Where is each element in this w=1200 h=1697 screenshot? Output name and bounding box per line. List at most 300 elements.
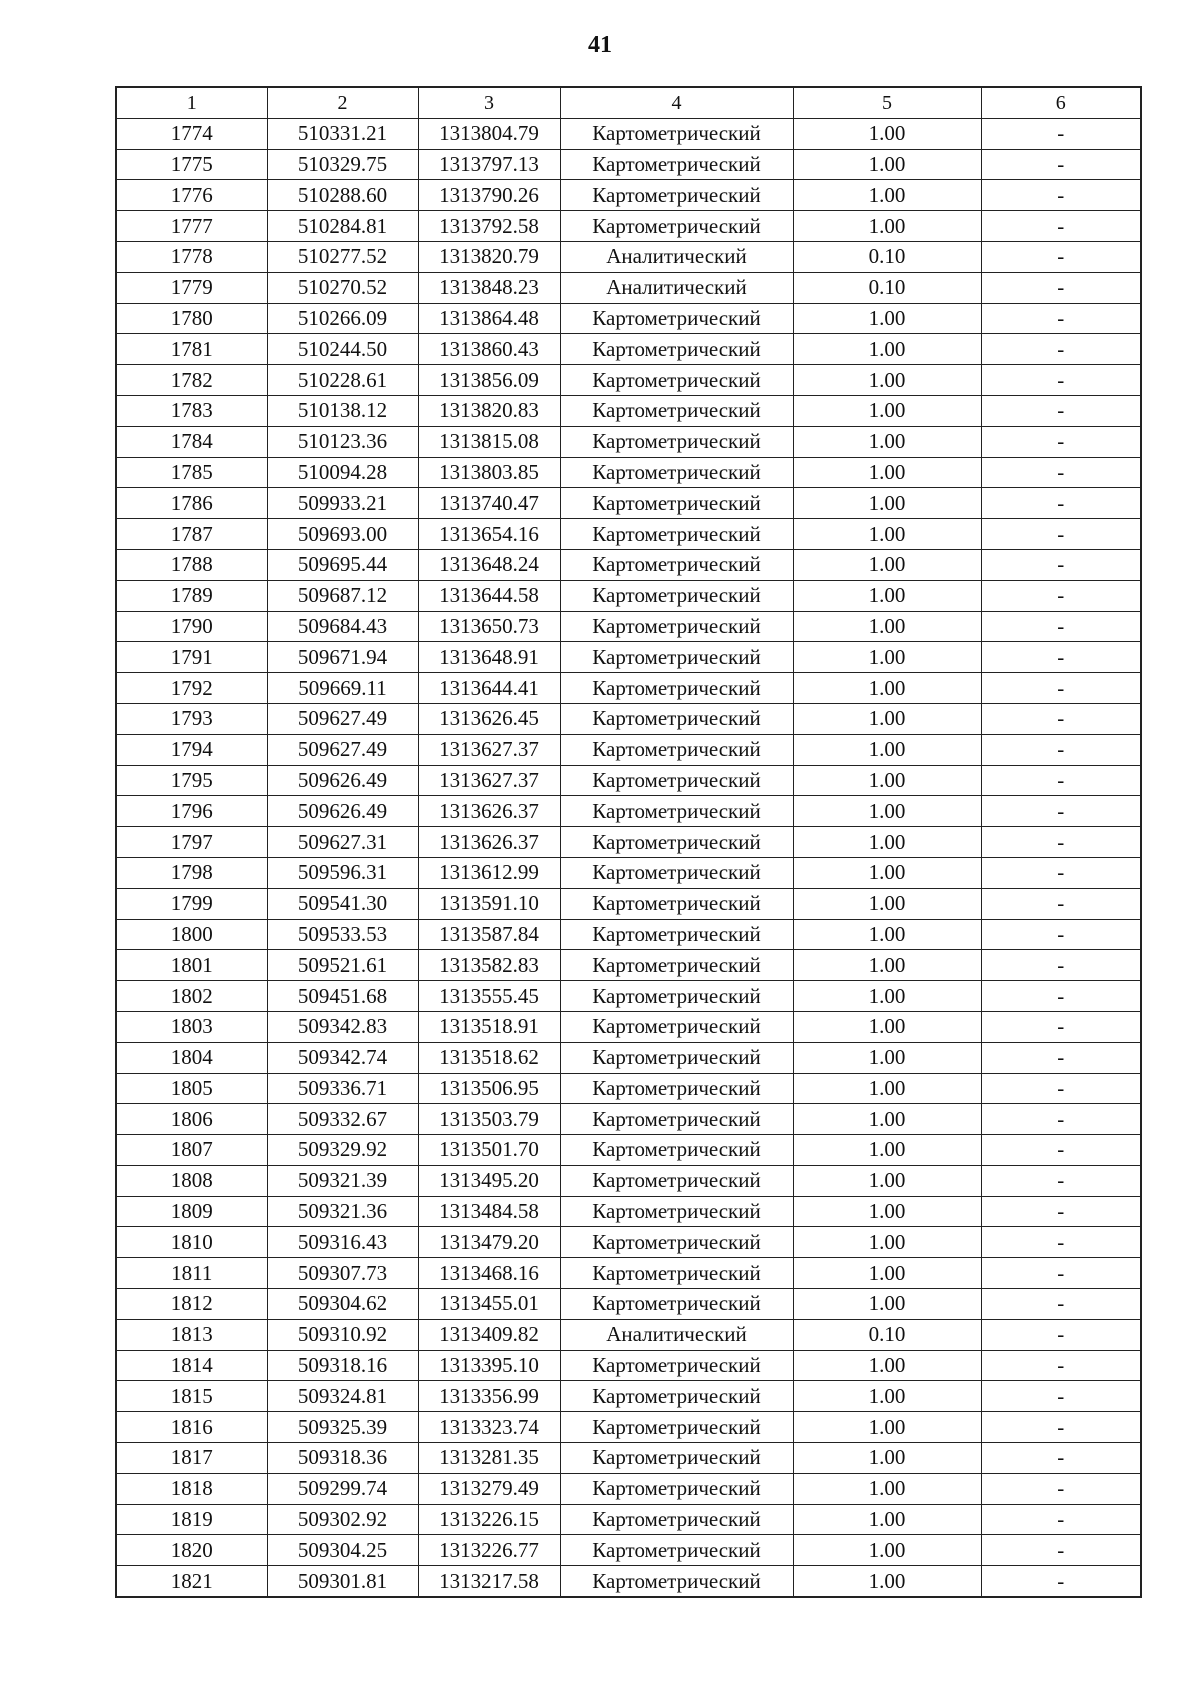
accuracy-cell: 1.00	[793, 888, 981, 919]
y-coordinate-cell: 1313790.26	[418, 180, 560, 211]
y-coordinate-cell: 1313626.37	[418, 796, 560, 827]
x-coordinate-cell: 510244.50	[267, 334, 418, 365]
point-number-cell: 1817	[116, 1443, 267, 1474]
x-coordinate-cell: 510138.12	[267, 395, 418, 426]
x-coordinate-cell: 509684.43	[267, 611, 418, 642]
header-cell-3: 3	[418, 87, 560, 118]
table-row	[116, 1073, 1141, 1104]
method-cell: Картометрический	[560, 827, 793, 858]
table-row	[116, 549, 1141, 580]
y-coordinate-cell: 1313582.83	[418, 950, 560, 981]
x-coordinate-cell: 509304.25	[267, 1535, 418, 1566]
y-coordinate-cell: 1313648.24	[418, 549, 560, 580]
method-cell: Картометрический	[560, 488, 793, 519]
y-coordinate-cell: 1313356.99	[418, 1381, 560, 1412]
note-cell: -	[981, 211, 1141, 242]
accuracy-cell: 1.00	[793, 857, 981, 888]
note-cell: -	[981, 1319, 1141, 1350]
table-row	[116, 1350, 1141, 1381]
x-coordinate-cell: 509669.11	[267, 673, 418, 704]
method-cell: Картометрический	[560, 981, 793, 1012]
method-cell: Картометрический	[560, 673, 793, 704]
x-coordinate-cell: 509325.39	[267, 1412, 418, 1443]
y-coordinate-cell: 1313626.45	[418, 703, 560, 734]
accuracy-cell: 1.00	[793, 549, 981, 580]
x-coordinate-cell: 509318.16	[267, 1350, 418, 1381]
note-cell: -	[981, 950, 1141, 981]
x-coordinate-cell: 510266.09	[267, 303, 418, 334]
point-number-cell: 1803	[116, 1011, 267, 1042]
x-coordinate-cell: 509596.31	[267, 857, 418, 888]
y-coordinate-cell: 1313644.58	[418, 580, 560, 611]
method-cell: Картометрический	[560, 1227, 793, 1258]
table-row	[116, 149, 1141, 180]
x-coordinate-cell: 509451.68	[267, 981, 418, 1012]
method-cell: Картометрический	[560, 734, 793, 765]
note-cell: -	[981, 1381, 1141, 1412]
accuracy-cell: 1.00	[793, 1011, 981, 1042]
method-cell: Аналитический	[560, 1319, 793, 1350]
y-coordinate-cell: 1313860.43	[418, 334, 560, 365]
table-row	[116, 1227, 1141, 1258]
x-coordinate-cell: 509626.49	[267, 765, 418, 796]
method-cell: Картометрический	[560, 1381, 793, 1412]
x-coordinate-cell: 509321.36	[267, 1196, 418, 1227]
method-cell: Картометрический	[560, 857, 793, 888]
method-cell: Картометрический	[560, 796, 793, 827]
accuracy-cell: 1.00	[793, 426, 981, 457]
method-cell: Картометрический	[560, 1566, 793, 1597]
point-number-cell: 1784	[116, 426, 267, 457]
point-number-cell: 1807	[116, 1135, 267, 1166]
y-coordinate-cell: 1313815.08	[418, 426, 560, 457]
accuracy-cell: 1.00	[793, 1227, 981, 1258]
table-row	[116, 1289, 1141, 1320]
y-coordinate-cell: 1313506.95	[418, 1073, 560, 1104]
table-row	[116, 888, 1141, 919]
table-row	[116, 118, 1141, 149]
note-cell: -	[981, 303, 1141, 334]
y-coordinate-cell: 1313612.99	[418, 857, 560, 888]
note-cell: -	[981, 1350, 1141, 1381]
table-row	[116, 580, 1141, 611]
point-number-cell: 1815	[116, 1381, 267, 1412]
y-coordinate-cell: 1313455.01	[418, 1289, 560, 1320]
point-number-cell: 1783	[116, 395, 267, 426]
y-coordinate-cell: 1313591.10	[418, 888, 560, 919]
point-number-cell: 1804	[116, 1042, 267, 1073]
x-coordinate-cell: 509307.73	[267, 1258, 418, 1289]
table-row	[116, 211, 1141, 242]
point-number-cell: 1775	[116, 149, 267, 180]
method-cell: Картометрический	[560, 1289, 793, 1320]
table-row	[116, 365, 1141, 396]
accuracy-cell: 0.10	[793, 1319, 981, 1350]
table-row	[116, 180, 1141, 211]
point-number-cell: 1811	[116, 1258, 267, 1289]
x-coordinate-cell: 509310.92	[267, 1319, 418, 1350]
method-cell: Картометрический	[560, 365, 793, 396]
accuracy-cell: 1.00	[793, 765, 981, 796]
x-coordinate-cell: 509316.43	[267, 1227, 418, 1258]
header-cell-6: 6	[981, 87, 1141, 118]
x-coordinate-cell: 509342.83	[267, 1011, 418, 1042]
x-coordinate-cell: 509626.49	[267, 796, 418, 827]
point-number-cell: 1789	[116, 580, 267, 611]
table-row	[116, 1042, 1141, 1073]
x-coordinate-cell: 509301.81	[267, 1566, 418, 1597]
y-coordinate-cell: 1313226.77	[418, 1535, 560, 1566]
table-row	[116, 981, 1141, 1012]
method-cell: Картометрический	[560, 950, 793, 981]
y-coordinate-cell: 1313820.79	[418, 241, 560, 272]
point-number-cell: 1798	[116, 857, 267, 888]
accuracy-cell: 1.00	[793, 796, 981, 827]
x-coordinate-cell: 509933.21	[267, 488, 418, 519]
point-number-cell: 1794	[116, 734, 267, 765]
table-row	[116, 303, 1141, 334]
method-cell: Картометрический	[560, 1473, 793, 1504]
y-coordinate-cell: 1313226.15	[418, 1504, 560, 1535]
table-row	[116, 334, 1141, 365]
point-number-cell: 1787	[116, 519, 267, 550]
x-coordinate-cell: 509695.44	[267, 549, 418, 580]
method-cell: Картометрический	[560, 919, 793, 950]
x-coordinate-cell: 510277.52	[267, 241, 418, 272]
table-row	[116, 673, 1141, 704]
note-cell: -	[981, 765, 1141, 796]
x-coordinate-cell: 510270.52	[267, 272, 418, 303]
note-cell: -	[981, 457, 1141, 488]
point-number-cell: 1821	[116, 1566, 267, 1597]
accuracy-cell: 1.00	[793, 365, 981, 396]
point-number-cell: 1816	[116, 1412, 267, 1443]
y-coordinate-cell: 1313395.10	[418, 1350, 560, 1381]
y-coordinate-cell: 1313654.16	[418, 519, 560, 550]
point-number-cell: 1793	[116, 703, 267, 734]
note-cell: -	[981, 888, 1141, 919]
accuracy-cell: 1.00	[793, 1504, 981, 1535]
y-coordinate-cell: 1313479.20	[418, 1227, 560, 1258]
header-cell-5: 5	[793, 87, 981, 118]
point-number-cell: 1809	[116, 1196, 267, 1227]
note-cell: -	[981, 1289, 1141, 1320]
accuracy-cell: 1.00	[793, 180, 981, 211]
y-coordinate-cell: 1313409.82	[418, 1319, 560, 1350]
note-cell: -	[981, 857, 1141, 888]
note-cell: -	[981, 1566, 1141, 1597]
method-cell: Картометрический	[560, 642, 793, 673]
note-cell: -	[981, 981, 1141, 1012]
y-coordinate-cell: 1313627.37	[418, 765, 560, 796]
table-row	[116, 796, 1141, 827]
x-coordinate-cell: 510329.75	[267, 149, 418, 180]
note-cell: -	[981, 1504, 1141, 1535]
point-number-cell: 1778	[116, 241, 267, 272]
y-coordinate-cell: 1313518.62	[418, 1042, 560, 1073]
note-cell: -	[981, 796, 1141, 827]
note-cell: -	[981, 180, 1141, 211]
header-row	[116, 87, 1141, 118]
accuracy-cell: 0.10	[793, 241, 981, 272]
accuracy-cell: 1.00	[793, 642, 981, 673]
x-coordinate-cell: 509627.49	[267, 734, 418, 765]
x-coordinate-cell: 509521.61	[267, 950, 418, 981]
note-cell: -	[981, 1473, 1141, 1504]
accuracy-cell: 1.00	[793, 334, 981, 365]
table-row	[116, 765, 1141, 796]
accuracy-cell: 1.00	[793, 1289, 981, 1320]
x-coordinate-cell: 509342.74	[267, 1042, 418, 1073]
table-row	[116, 1473, 1141, 1504]
accuracy-cell: 1.00	[793, 488, 981, 519]
table-row	[116, 1504, 1141, 1535]
header-cell-1: 1	[116, 87, 267, 118]
accuracy-cell: 1.00	[793, 703, 981, 734]
accuracy-cell: 1.00	[793, 1350, 981, 1381]
table-row	[116, 426, 1141, 457]
y-coordinate-cell: 1313495.20	[418, 1165, 560, 1196]
note-cell: -	[981, 1412, 1141, 1443]
method-cell: Картометрический	[560, 1135, 793, 1166]
table-row	[116, 919, 1141, 950]
table-row	[116, 642, 1141, 673]
header-cell-4: 4	[560, 87, 793, 118]
point-number-cell: 1782	[116, 365, 267, 396]
y-coordinate-cell: 1313626.37	[418, 827, 560, 858]
y-coordinate-cell: 1313518.91	[418, 1011, 560, 1042]
accuracy-cell: 1.00	[793, 1381, 981, 1412]
note-cell: -	[981, 919, 1141, 950]
method-cell: Картометрический	[560, 211, 793, 242]
table-row	[116, 857, 1141, 888]
accuracy-cell: 1.00	[793, 211, 981, 242]
x-coordinate-cell: 509671.94	[267, 642, 418, 673]
point-number-cell: 1776	[116, 180, 267, 211]
x-coordinate-cell: 509693.00	[267, 519, 418, 550]
point-number-cell: 1796	[116, 796, 267, 827]
accuracy-cell: 1.00	[793, 519, 981, 550]
point-number-cell: 1806	[116, 1104, 267, 1135]
point-number-cell: 1799	[116, 888, 267, 919]
method-cell: Картометрический	[560, 1258, 793, 1289]
y-coordinate-cell: 1313217.58	[418, 1566, 560, 1597]
method-cell: Картометрический	[560, 1196, 793, 1227]
note-cell: -	[981, 1196, 1141, 1227]
x-coordinate-cell: 509302.92	[267, 1504, 418, 1535]
method-cell: Картометрический	[560, 765, 793, 796]
point-number-cell: 1777	[116, 211, 267, 242]
method-cell: Картометрический	[560, 1104, 793, 1135]
y-coordinate-cell: 1313803.85	[418, 457, 560, 488]
table-row	[116, 611, 1141, 642]
method-cell: Картометрический	[560, 149, 793, 180]
accuracy-cell: 0.10	[793, 272, 981, 303]
method-cell: Картометрический	[560, 118, 793, 149]
table-row	[116, 734, 1141, 765]
x-coordinate-cell: 510228.61	[267, 365, 418, 396]
note-cell: -	[981, 1011, 1141, 1042]
method-cell: Картометрический	[560, 303, 793, 334]
note-cell: -	[981, 1258, 1141, 1289]
y-coordinate-cell: 1313650.73	[418, 611, 560, 642]
x-coordinate-cell: 509533.53	[267, 919, 418, 950]
x-coordinate-cell: 509627.49	[267, 703, 418, 734]
method-cell: Картометрический	[560, 888, 793, 919]
y-coordinate-cell: 1313484.58	[418, 1196, 560, 1227]
accuracy-cell: 1.00	[793, 1535, 981, 1566]
note-cell: -	[981, 1443, 1141, 1474]
x-coordinate-cell: 509324.81	[267, 1381, 418, 1412]
note-cell: -	[981, 611, 1141, 642]
table-row	[116, 395, 1141, 426]
x-coordinate-cell: 509336.71	[267, 1073, 418, 1104]
note-cell: -	[981, 241, 1141, 272]
method-cell: Картометрический	[560, 1042, 793, 1073]
y-coordinate-cell: 1313555.45	[418, 981, 560, 1012]
accuracy-cell: 1.00	[793, 1566, 981, 1597]
table-row	[116, 519, 1141, 550]
table-row	[116, 1566, 1141, 1597]
point-number-cell: 1788	[116, 549, 267, 580]
y-coordinate-cell: 1313468.16	[418, 1258, 560, 1289]
table-row	[116, 272, 1141, 303]
table-row	[116, 1011, 1141, 1042]
method-cell: Картометрический	[560, 180, 793, 211]
method-cell: Картометрический	[560, 1535, 793, 1566]
method-cell: Картометрический	[560, 1165, 793, 1196]
point-number-cell: 1779	[116, 272, 267, 303]
accuracy-cell: 1.00	[793, 673, 981, 704]
method-cell: Картометрический	[560, 1073, 793, 1104]
note-cell: -	[981, 734, 1141, 765]
y-coordinate-cell: 1313792.58	[418, 211, 560, 242]
accuracy-cell: 1.00	[793, 611, 981, 642]
accuracy-cell: 1.00	[793, 827, 981, 858]
point-number-cell: 1802	[116, 981, 267, 1012]
y-coordinate-cell: 1313279.49	[418, 1473, 560, 1504]
note-cell: -	[981, 673, 1141, 704]
accuracy-cell: 1.00	[793, 1412, 981, 1443]
method-cell: Картометрический	[560, 1011, 793, 1042]
point-number-cell: 1819	[116, 1504, 267, 1535]
table-row	[116, 1104, 1141, 1135]
point-number-cell: 1812	[116, 1289, 267, 1320]
x-coordinate-cell: 509332.67	[267, 1104, 418, 1135]
y-coordinate-cell: 1313323.74	[418, 1412, 560, 1443]
accuracy-cell: 1.00	[793, 1196, 981, 1227]
table-row	[116, 1412, 1141, 1443]
point-number-cell: 1813	[116, 1319, 267, 1350]
note-cell: -	[981, 519, 1141, 550]
point-number-cell: 1781	[116, 334, 267, 365]
y-coordinate-cell: 1313797.13	[418, 149, 560, 180]
y-coordinate-cell: 1313804.79	[418, 118, 560, 149]
point-number-cell: 1780	[116, 303, 267, 334]
note-cell: -	[981, 488, 1141, 519]
note-cell: -	[981, 1135, 1141, 1166]
note-cell: -	[981, 118, 1141, 149]
note-cell: -	[981, 580, 1141, 611]
table-row	[116, 1196, 1141, 1227]
accuracy-cell: 1.00	[793, 919, 981, 950]
table-row	[116, 241, 1141, 272]
x-coordinate-cell: 510288.60	[267, 180, 418, 211]
note-cell: -	[981, 334, 1141, 365]
accuracy-cell: 1.00	[793, 118, 981, 149]
accuracy-cell: 1.00	[793, 1443, 981, 1474]
y-coordinate-cell: 1313501.70	[418, 1135, 560, 1166]
point-number-cell: 1791	[116, 642, 267, 673]
accuracy-cell: 1.00	[793, 395, 981, 426]
y-coordinate-cell: 1313587.84	[418, 919, 560, 950]
method-cell: Картометрический	[560, 1350, 793, 1381]
note-cell: -	[981, 1042, 1141, 1073]
note-cell: -	[981, 642, 1141, 673]
y-coordinate-cell: 1313820.83	[418, 395, 560, 426]
note-cell: -	[981, 426, 1141, 457]
y-coordinate-cell: 1313627.37	[418, 734, 560, 765]
page-number: 41	[588, 32, 612, 58]
y-coordinate-cell: 1313848.23	[418, 272, 560, 303]
method-cell: Картометрический	[560, 703, 793, 734]
note-cell: -	[981, 549, 1141, 580]
accuracy-cell: 1.00	[793, 1104, 981, 1135]
method-cell: Картометрический	[560, 1412, 793, 1443]
coordinates-table	[115, 86, 1142, 1598]
point-number-cell: 1801	[116, 950, 267, 981]
note-cell: -	[981, 395, 1141, 426]
note-cell: -	[981, 272, 1141, 303]
table-row	[116, 1535, 1141, 1566]
note-cell: -	[981, 1227, 1141, 1258]
table-row	[116, 1381, 1141, 1412]
method-cell: Картометрический	[560, 1504, 793, 1535]
x-coordinate-cell: 510094.28	[267, 457, 418, 488]
y-coordinate-cell: 1313644.41	[418, 673, 560, 704]
note-cell: -	[981, 1073, 1141, 1104]
point-number-cell: 1808	[116, 1165, 267, 1196]
method-cell: Картометрический	[560, 519, 793, 550]
y-coordinate-cell: 1313856.09	[418, 365, 560, 396]
point-number-cell: 1786	[116, 488, 267, 519]
y-coordinate-cell: 1313740.47	[418, 488, 560, 519]
table-header	[116, 87, 1141, 118]
method-cell: Картометрический	[560, 426, 793, 457]
x-coordinate-cell: 509329.92	[267, 1135, 418, 1166]
table-row	[116, 1319, 1141, 1350]
table-row	[116, 703, 1141, 734]
point-number-cell: 1790	[116, 611, 267, 642]
point-number-cell: 1785	[116, 457, 267, 488]
accuracy-cell: 1.00	[793, 981, 981, 1012]
method-cell: Аналитический	[560, 272, 793, 303]
point-number-cell: 1792	[116, 673, 267, 704]
point-number-cell: 1814	[116, 1350, 267, 1381]
note-cell: -	[981, 1104, 1141, 1135]
table-body	[116, 118, 1141, 1597]
x-coordinate-cell: 509627.31	[267, 827, 418, 858]
method-cell: Картометрический	[560, 457, 793, 488]
point-number-cell: 1818	[116, 1473, 267, 1504]
x-coordinate-cell: 509299.74	[267, 1473, 418, 1504]
method-cell: Картометрический	[560, 334, 793, 365]
accuracy-cell: 1.00	[793, 303, 981, 334]
table-row	[116, 488, 1141, 519]
accuracy-cell: 1.00	[793, 1135, 981, 1166]
table-row	[116, 1135, 1141, 1166]
point-number-cell: 1795	[116, 765, 267, 796]
